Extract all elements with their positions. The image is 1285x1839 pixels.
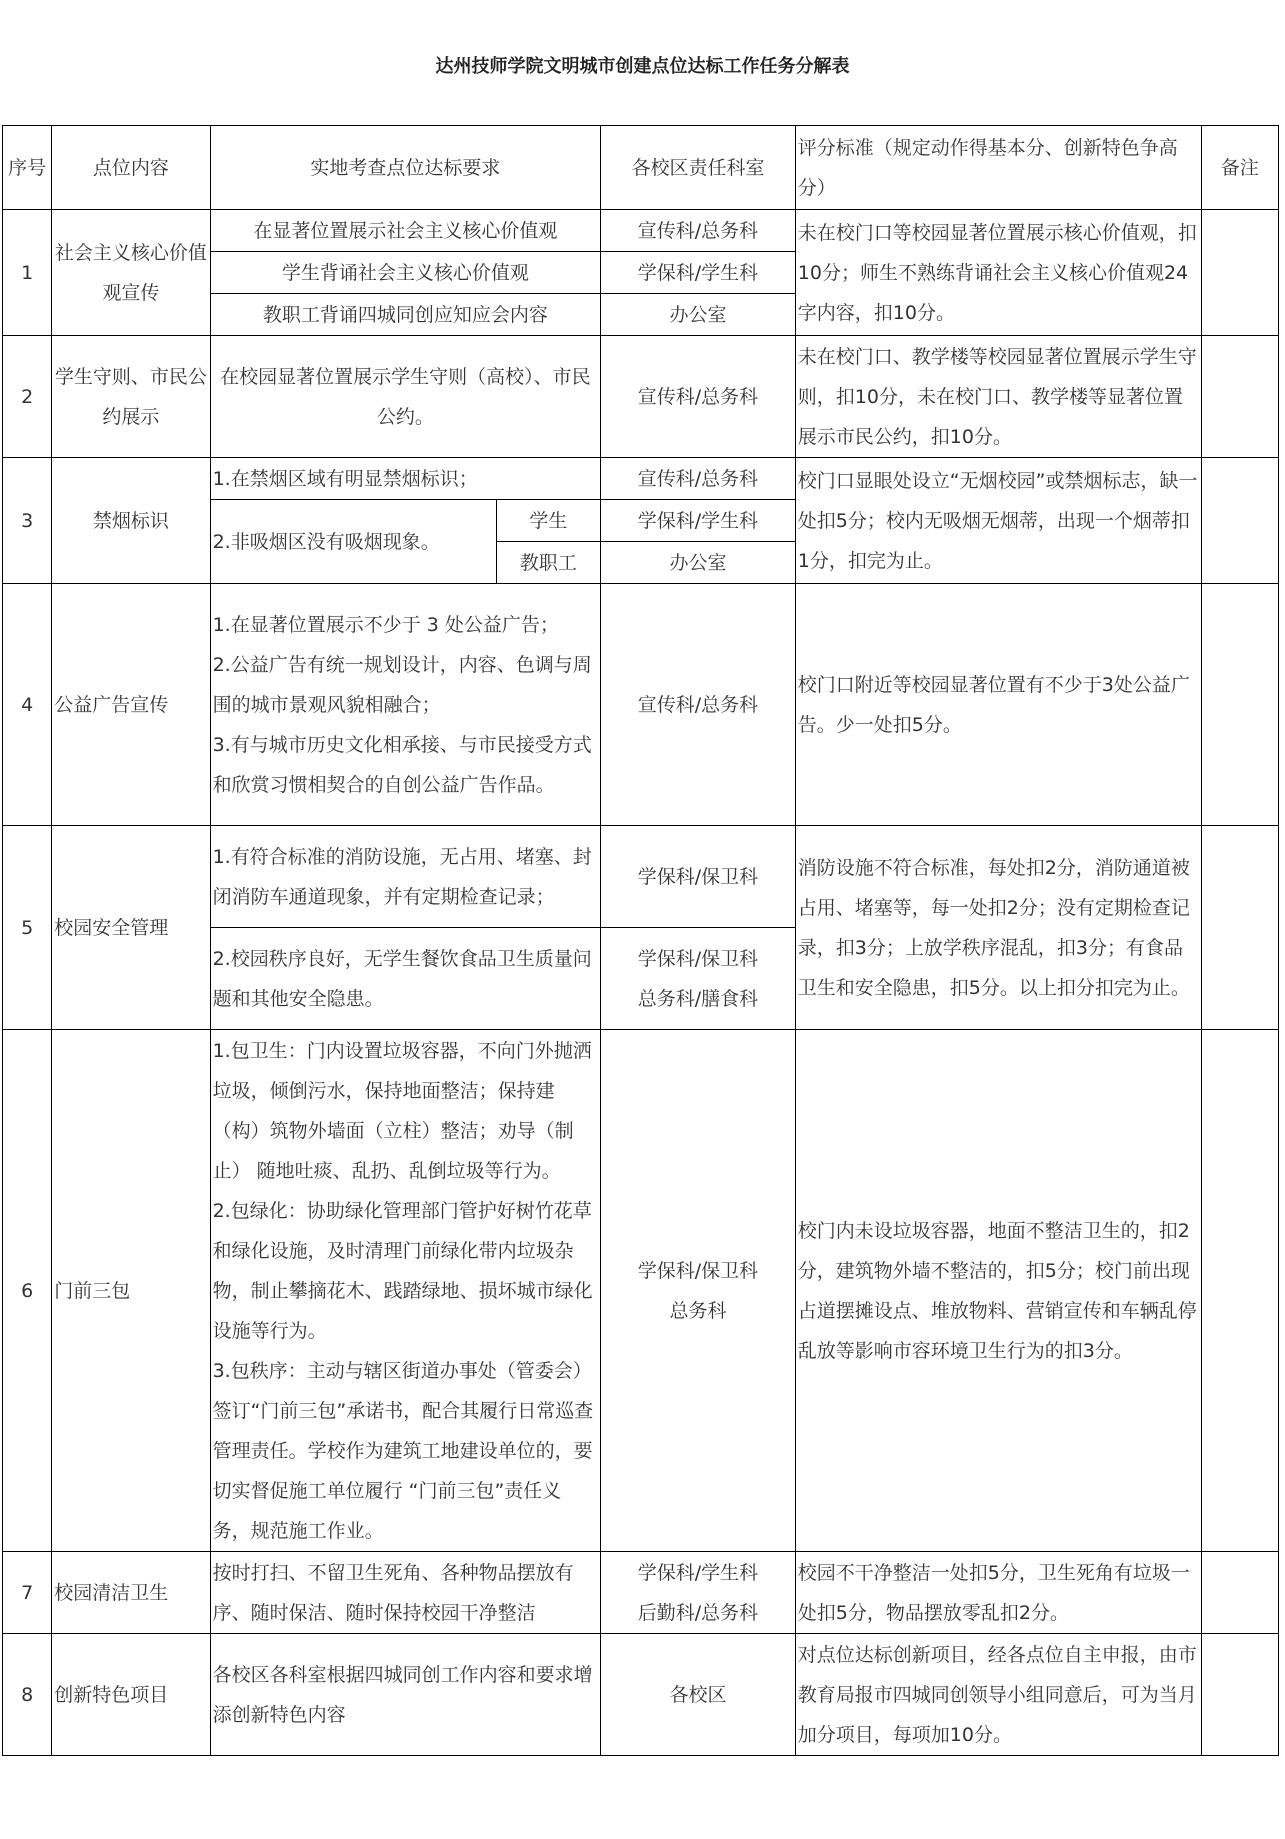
row2-remark <box>1201 336 1278 458</box>
row3-sub-student: 学生 <box>496 500 600 542</box>
row7-scoring: 校园不干净整洁一处扣5分，卫生死角有垃圾一处扣5分，物品摆放零乱扣2分。 <box>795 1552 1201 1634</box>
row6-seq: 6 <box>3 1030 52 1552</box>
row8-content: 创新特色项目 <box>52 1634 210 1756</box>
table-row <box>3 1030 1279 1552</box>
row4-remark <box>1201 584 1278 826</box>
row6-requirement-line-1: 1.包卫生：门内设置垃圾容器，不向门外抛洒垃圾，倾倒污水，保持地面整洁；保持建（构）筑物外墙面（立柱）整洁；劝导（制止） 随地吐痰、乱扔、乱倒垃圾等行为。 <box>212 1039 592 1182</box>
row3-scoring: 校门口显眼处设立“无烟校园”或禁烟标志，缺一处扣5分；校内无吸烟无烟蒂，出现一个烟蒂扣1分，扣完为止。 <box>795 458 1201 584</box>
table-row <box>3 210 1279 252</box>
row1-dept-3: 办公室 <box>601 294 796 336</box>
row3-requirement-1: 1.在禁烟区域有明显禁烟标识； <box>210 458 601 500</box>
header-scoring: 评分标准（规定动作得基本分、创新特色争高分） <box>795 126 1201 210</box>
row8-requirement: 各校区各科室根据四城同创工作内容和要求增添创新特色内容 <box>210 1634 601 1756</box>
header-dept: 各校区责任科室 <box>601 126 796 210</box>
table-row <box>3 1634 1279 1756</box>
row5-content: 校园安全管理 <box>52 826 210 1030</box>
row6-remark <box>1201 1030 1278 1552</box>
row1-dept-1: 宣传科/总务科 <box>601 210 796 252</box>
row7-dept <box>601 1552 796 1634</box>
row8-dept: 各校区 <box>601 1634 796 1756</box>
row8-scoring: 对点位达标创新项目，经各点位自主申报，由市教育局报市四城同创领导小组同意后，可为当月加分项目，每项加10分。 <box>795 1634 1201 1756</box>
row3-dept-1: 宣传科/总务科 <box>601 458 796 500</box>
row6-dept-line-1: 学保科/保卫科 <box>637 1259 759 1282</box>
row7-remark <box>1201 1552 1278 1634</box>
table-row <box>3 584 1279 826</box>
row1-seq: 1 <box>3 210 52 336</box>
row1-dept-2: 学保科/学生科 <box>601 252 796 294</box>
row5-scoring: 消防设施不符合标准，每处扣2分，消防通道被占用、堵塞等，每一处扣2分；没有定期检查记录，扣3分；上放学秩序混乱，扣3分；有食品卫生和安全隐患，扣5分。以上扣分扣完为止。 <box>795 826 1201 1030</box>
row6-requirement-line-3: 3.包秩序：主动与辖区街道办事处（管委会）签订“门前三包”承诺书，配合其履行日常巡查管理责任。学校作为建筑工地建设单位的，要切实督促施工单位履行 “门前三包”责任义务，规范施工作业。 <box>212 1359 594 1542</box>
row5-remark <box>1201 826 1278 1030</box>
row6-scoring: 校门内未设垃圾容器，地面不整洁卫生的，扣2分，建筑物外墙不整洁的，扣5分；校门前出现占道摆摊设点、堆放物料、营销宣传和车辆乱停乱放等影响市容环境卫生行为的扣3分。 <box>795 1030 1201 1552</box>
row3-remark <box>1201 458 1278 584</box>
table-row <box>3 336 1279 458</box>
row2-content: 学生守则、市民公约展示 <box>52 336 210 458</box>
task-table <box>2 125 1279 1756</box>
row1-scoring: 未在校门口等校园显著位置展示核心价值观，扣10分；师生不熟练背诵社会主义核心价值观24字内容，扣10分。 <box>795 210 1201 336</box>
document-title: 达州技师学院文明城市创建点位达标工作任务分解表 <box>435 56 850 77</box>
row1-remark <box>1201 210 1278 336</box>
table-header-row <box>3 126 1279 210</box>
table-row <box>3 458 1279 500</box>
row3-content: 禁烟标识 <box>52 458 210 584</box>
row1-requirement-2: 学生背诵社会主义核心价值观 <box>210 252 601 294</box>
row6-requirement <box>210 1030 601 1552</box>
row1-requirement-1: 在显著位置展示社会主义核心价值观 <box>210 210 601 252</box>
row2-seq: 2 <box>3 336 52 458</box>
row3-sub-staff: 教职工 <box>496 542 600 584</box>
row7-seq: 7 <box>3 1552 52 1634</box>
row4-seq: 4 <box>3 584 52 826</box>
row2-scoring: 未在校门口、教学楼等校园显著位置展示学生守则，扣10分，未在校门口、教学楼等显著位置展示市民公约，扣10分。 <box>795 336 1201 458</box>
header-remark: 备注 <box>1201 126 1278 210</box>
row4-requirement-line-2: 2.公益广告有统一规划设计，内容、色调与周围的城市景观风貌相融合； <box>212 653 592 716</box>
row1-content: 社会主义核心价值观宣传 <box>52 210 210 336</box>
header-content: 点位内容 <box>52 126 210 210</box>
row4-requirement <box>210 584 601 826</box>
header-requirement: 实地考查点位达标要求 <box>210 126 601 210</box>
row4-requirement-line-1: 1.在显著位置展示不少于 3 处公益广告； <box>212 613 559 636</box>
row3-seq: 3 <box>3 458 52 584</box>
row8-seq: 8 <box>3 1634 52 1756</box>
row4-content: 公益广告宣传 <box>52 584 210 826</box>
table-row <box>3 1552 1279 1634</box>
row7-requirement: 按时打扫、不留卫生死角、各种物品摆放有序、随时保洁、随时保持校园干净整洁 <box>210 1552 601 1634</box>
row5-dept-1: 学保科/保卫科 <box>601 826 796 928</box>
row3-dept-student: 学保科/学生科 <box>601 500 796 542</box>
row4-scoring: 校门口附近等校园显著位置有不少于3处公益广告。少一处扣5分。 <box>795 584 1201 826</box>
row7-dept-line-1: 学保科/学生科 <box>637 1561 759 1584</box>
row6-requirement-line-2: 2.包绿化：协助绿化管理部门管护好树竹花草和绿化设施，及时清理门前绿化带内垃圾杂物，制止攀摘花木、践踏绿地、损坏城市绿化设施等行为。 <box>212 1199 593 1342</box>
row1-requirement-3: 教职工背诵四城同创应知应会内容 <box>210 294 601 336</box>
row2-requirement: 在校园显著位置展示学生守则（高校）、市民公约。 <box>210 336 601 458</box>
row5-dept-2-line-2: 总务科/膳食科 <box>637 987 759 1010</box>
row6-dept-line-2: 总务科 <box>669 1299 727 1322</box>
row4-dept: 宣传科/总务科 <box>601 584 796 826</box>
row7-dept-line-2: 后勤科/总务科 <box>637 1601 759 1624</box>
row7-content: 校园清洁卫生 <box>52 1552 210 1634</box>
table-row <box>3 826 1279 928</box>
header-seq: 序号 <box>3 126 52 210</box>
row5-requirement-2: 2.校园秩序良好，无学生餐饮食品卫生质量问题和其他安全隐患。 <box>210 928 601 1030</box>
row5-dept-2 <box>601 928 796 1030</box>
row8-remark <box>1201 1634 1278 1756</box>
row5-seq: 5 <box>3 826 52 1030</box>
row5-dept-2-line-1: 学保科/保卫科 <box>637 947 759 970</box>
row6-content: 门前三包 <box>52 1030 210 1552</box>
row3-requirement-2: 2.非吸烟区没有吸烟现象。 <box>210 500 496 584</box>
row3-dept-staff: 办公室 <box>601 542 796 584</box>
row5-requirement-1: 1.有符合标准的消防设施，无占用、堵塞、封闭消防车通道现象，并有定期检查记录； <box>210 826 601 928</box>
row2-dept: 宣传科/总务科 <box>601 336 796 458</box>
row4-requirement-line-3: 3.有与城市历史文化相承接、与市民接受方式和欣赏习惯相契合的自创公益广告作品。 <box>212 733 592 796</box>
row6-dept <box>601 1030 796 1552</box>
